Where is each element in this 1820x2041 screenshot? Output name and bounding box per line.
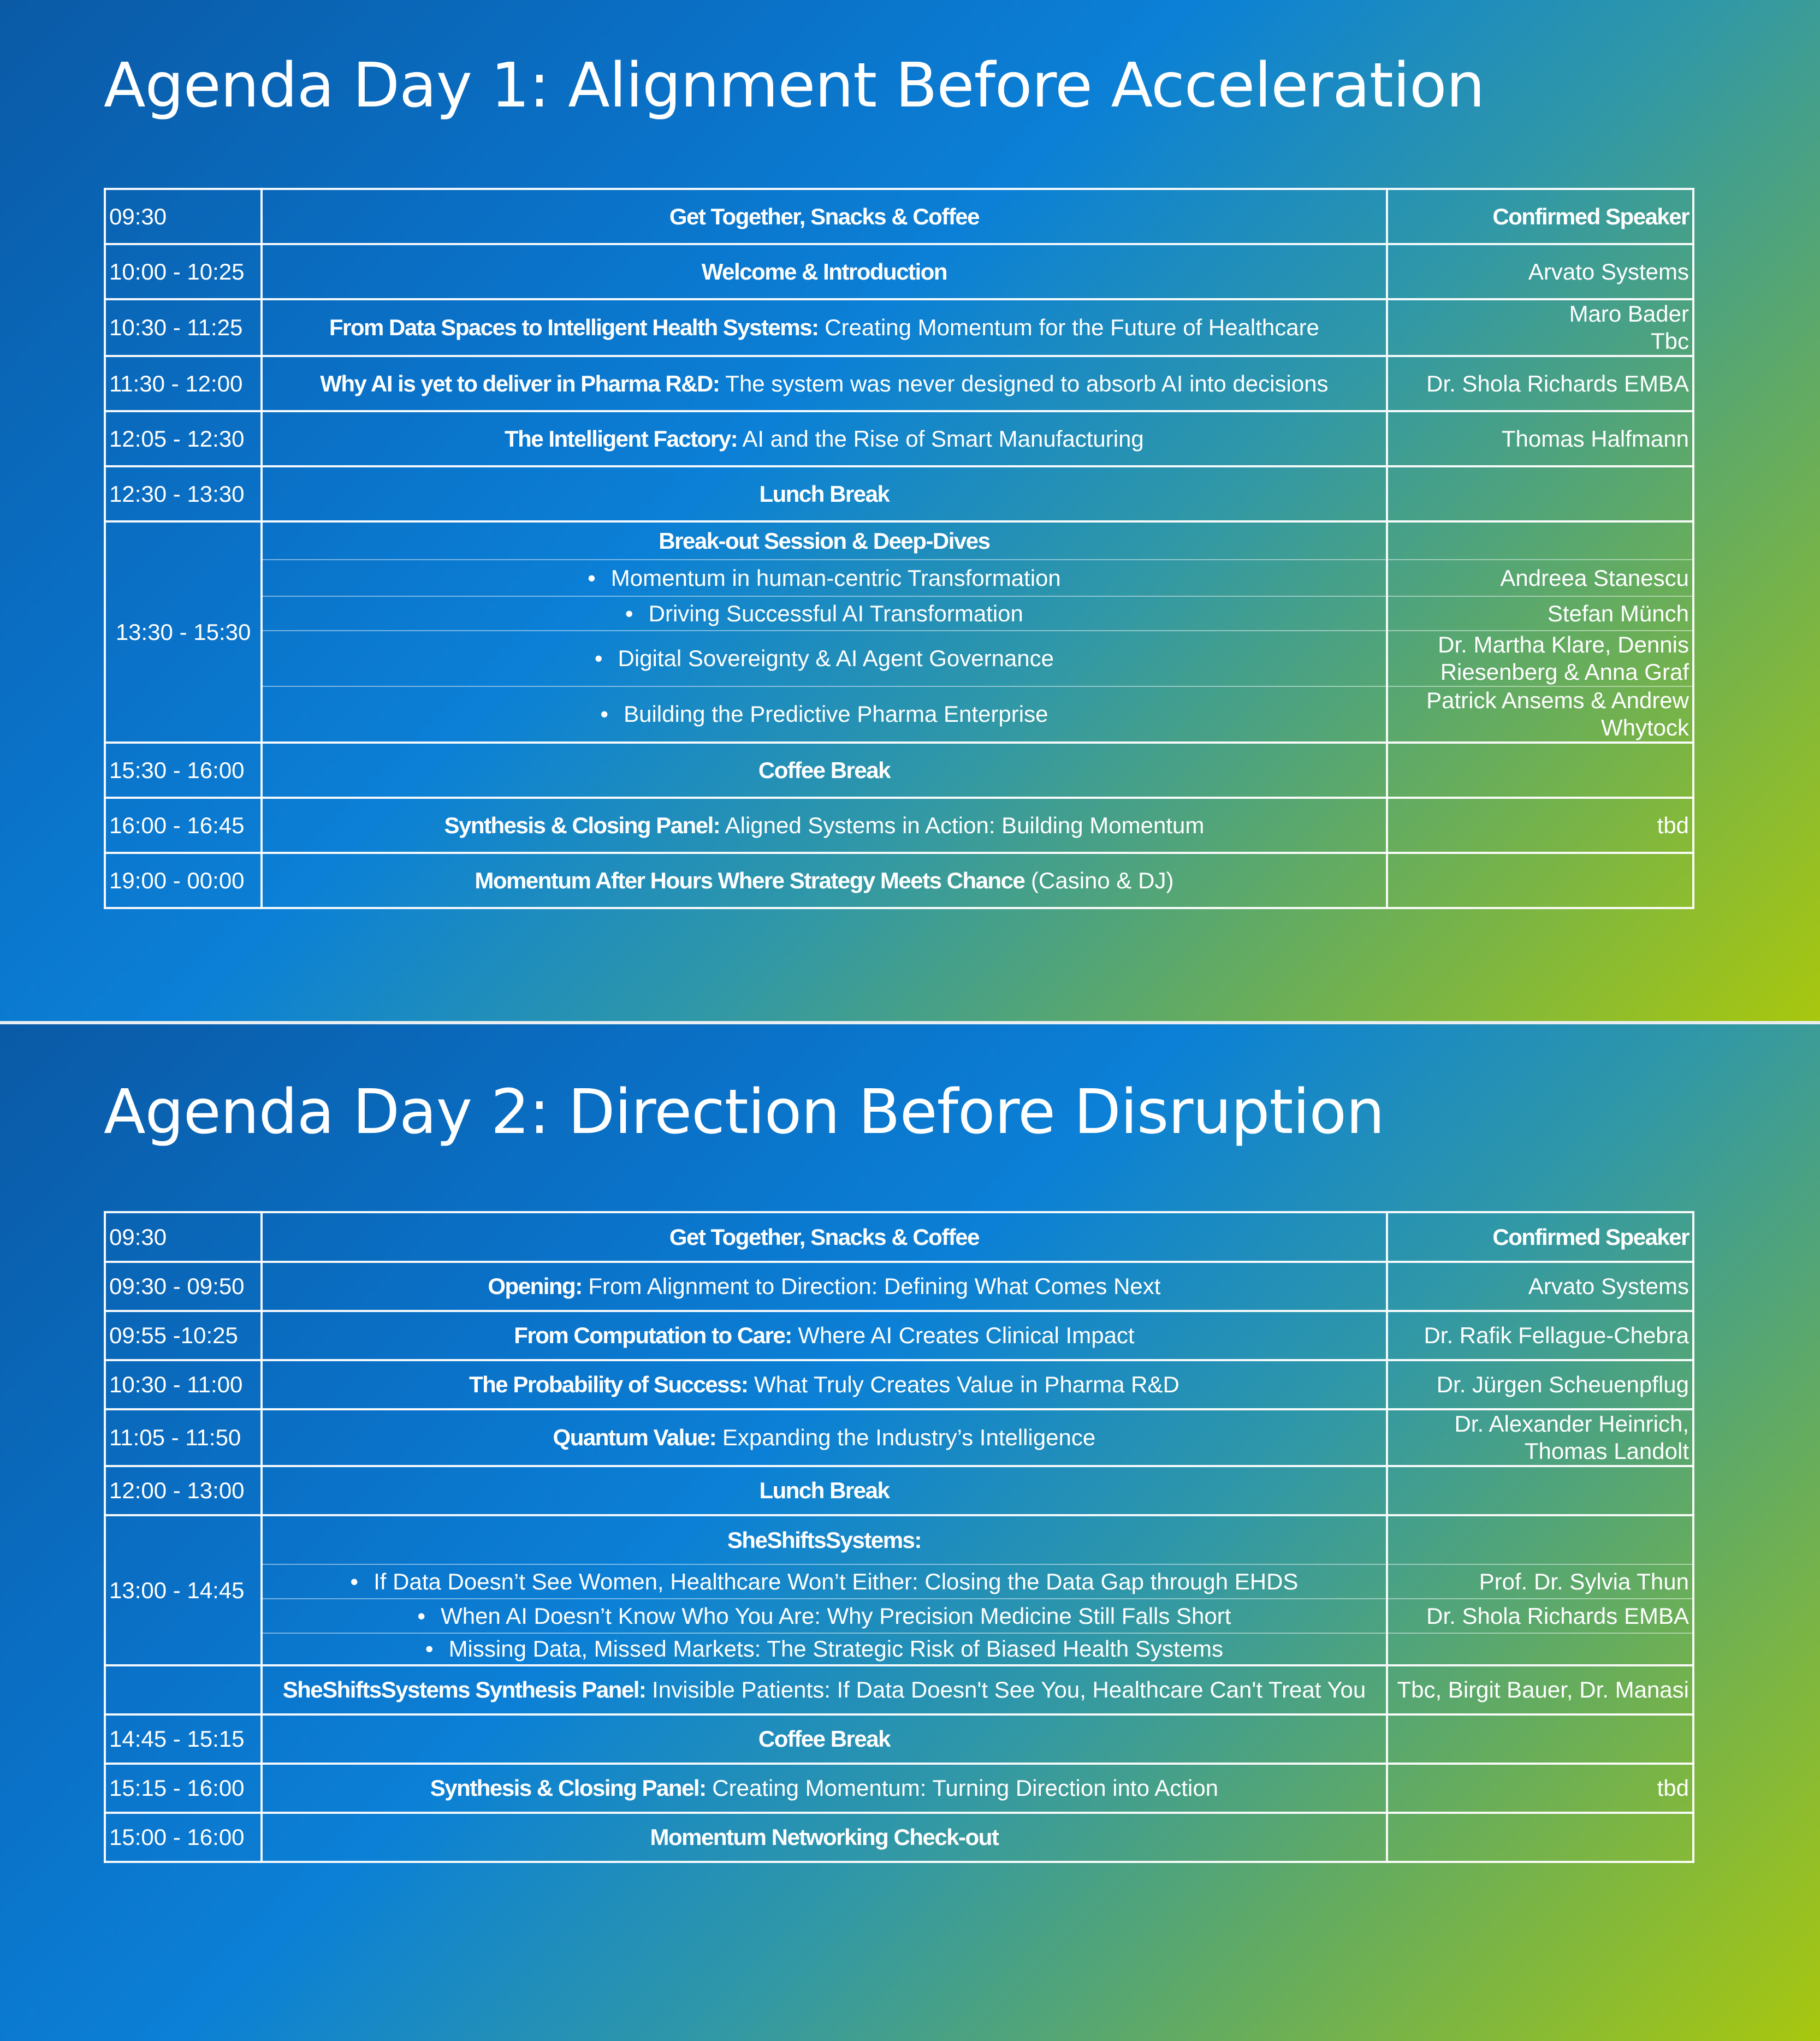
session-title <box>262 1311 1386 1360</box>
speaker-cell <box>1387 631 1693 686</box>
speaker-header: Confirmed Speaker <box>1387 189 1693 244</box>
speaker-cell <box>1387 1633 1693 1665</box>
time-cell: 19:00 - 00:00 <box>105 853 262 908</box>
breakout-item <box>262 560 1386 596</box>
session-title-rest: Expanding the Industry’s Intelligence <box>716 1425 1096 1450</box>
time-cell: 15:15 - 16:00 <box>105 1764 262 1813</box>
session-title <box>262 244 1386 299</box>
breakout-item <box>262 631 1386 686</box>
breakout-item-title: • Momentum in human-centric Transformation <box>588 565 1061 591</box>
time-cell: 11:05 - 11:50 <box>105 1409 262 1466</box>
table-row <box>105 1262 1693 1311</box>
breakout-heading: Break-out Session & Deep-Dives <box>262 521 1386 560</box>
time-cell: 09:55 -10:25 <box>105 1311 262 1360</box>
session-title: Coffee Break <box>262 1714 1386 1764</box>
speaker-line: Patrick Ansems & Andrew <box>1426 687 1689 713</box>
table-row <box>105 466 1693 521</box>
speaker-line: Thomas Landolt <box>1524 1438 1689 1464</box>
speaker-cell <box>1387 299 1693 356</box>
table-row <box>105 743 1693 798</box>
table-row <box>105 1714 1693 1764</box>
session-title-rest: Aligned Systems in Action: Building Momentum <box>720 812 1205 838</box>
time-cell <box>105 1665 262 1714</box>
sheshifts-item-title: • If Data Doesn’t See Women, Healthcare Won’t Either: Closing the Data Gap through EHDS <box>350 1569 1298 1594</box>
speaker-cell: Andreea Stanescu <box>1387 560 1693 596</box>
table-row <box>105 299 1693 356</box>
speaker-header: Confirmed Speaker <box>1387 1212 1693 1262</box>
time-cell: 16:00 - 16:45 <box>105 798 262 853</box>
speaker-cell <box>1387 1409 1693 1466</box>
table-row <box>105 244 1693 299</box>
speaker-line: Maro Bader <box>1569 301 1689 327</box>
session-title-bold: Why AI is yet to deliver in Pharma R&D: <box>320 370 720 396</box>
session-title: Momentum Networking Check-out <box>262 1813 1386 1862</box>
breakout-item-title: • Driving Successful AI Transformation <box>625 601 1023 626</box>
speaker-cell: Prof. Dr. Sylvia Thun <box>1387 1564 1693 1599</box>
session-title <box>262 1764 1386 1813</box>
table-row <box>105 631 1693 686</box>
time-cell: 13:30 - 15:30 <box>105 521 262 743</box>
time-cell: 14:45 - 15:15 <box>105 1714 262 1764</box>
speaker-cell: Dr. Shola Richards EMBA <box>1387 1599 1693 1633</box>
table-row <box>105 1466 1693 1515</box>
session-title: Coffee Break <box>262 743 1386 798</box>
table-row <box>105 1665 1693 1714</box>
time-cell: 11:30 - 12:00 <box>105 356 262 411</box>
session-title <box>262 356 1386 411</box>
session-title <box>262 1409 1386 1466</box>
time-cell: 15:00 - 16:00 <box>105 1813 262 1862</box>
day1-title: Agenda Day 1: Alignment Before Acceleration <box>104 50 1485 121</box>
speaker-cell: Dr. Rafik Fellague-Chebra <box>1387 1311 1693 1360</box>
table-row <box>105 1813 1693 1862</box>
session-title <box>262 853 1386 908</box>
speaker-line: Whytock <box>1600 715 1689 740</box>
session-title-rest: (Casino & DJ) <box>1024 867 1174 893</box>
speaker-cell: Dr. Shola Richards EMBA <box>1387 356 1693 411</box>
speaker-cell: Tbc, Birgit Bauer, Dr. Manasi <box>1387 1665 1693 1714</box>
sheshifts-item-title: • Missing Data, Missed Markets: The Strategic Risk of Biased Health Systems <box>425 1636 1223 1662</box>
table-row <box>105 798 1693 853</box>
time-cell: 10:30 - 11:25 <box>105 299 262 356</box>
speaker-line: Dr. Martha Klare, Dennis <box>1438 632 1689 657</box>
speaker-cell <box>1387 743 1693 798</box>
session-title-bold: From Computation to Care: <box>514 1322 792 1348</box>
speaker-cell <box>1387 1515 1693 1564</box>
time-cell: 10:00 - 10:25 <box>105 244 262 299</box>
session-title-rest: The system was never designed to absorb AI into decisions <box>719 370 1329 396</box>
session-title-rest: Where AI Creates Clinical Impact <box>791 1322 1135 1348</box>
speaker-cell: Dr. Jürgen Scheuenpflug <box>1387 1360 1693 1409</box>
speaker-line: Riesenberg & Anna Graf <box>1440 659 1689 685</box>
table-row <box>105 1564 1693 1599</box>
breakout-item-title: • Digital Sovereignty & AI Agent Governance <box>595 645 1054 671</box>
speaker-cell: Arvato Systems <box>1387 1262 1693 1311</box>
speaker-cell <box>1387 521 1693 560</box>
speaker-cell <box>1387 466 1693 521</box>
sheshifts-item <box>262 1633 1386 1665</box>
table-row <box>105 356 1693 411</box>
time-cell: 12:00 - 13:00 <box>105 1466 262 1515</box>
table-row <box>105 1599 1693 1633</box>
time-cell: 12:30 - 13:30 <box>105 466 262 521</box>
speaker-cell <box>1387 1466 1693 1515</box>
session-title-bold: The Probability of Success: <box>469 1372 748 1397</box>
session-title-bold: Synthesis & Closing Panel: <box>444 812 720 838</box>
session-title-rest: AI and the Rise of Smart Manufacturing <box>737 425 1144 452</box>
session-title-bold: Opening: <box>488 1273 582 1299</box>
session-title-rest: What Truly Creates Value in Pharma R&D <box>748 1372 1179 1397</box>
session-title-rest: From Alignment to Direction: Defining What Comes Next <box>582 1273 1161 1299</box>
session-title-bold: Momentum After Hours Where Strategy Meets Chance <box>475 867 1025 893</box>
session-title-rest: Creating Momentum for the Future of Healthcare <box>818 315 1319 340</box>
session-title <box>262 1360 1386 1409</box>
table-row <box>105 1360 1693 1409</box>
time-cell: 09:30 <box>105 1212 262 1262</box>
speaker-cell <box>1387 686 1693 743</box>
table-row <box>105 1311 1693 1360</box>
session-title-rest: Creating Momentum: Turning Direction into Action <box>706 1775 1219 1801</box>
speaker-cell <box>1387 1714 1693 1764</box>
speaker-line: Tbc <box>1650 328 1689 354</box>
day2-title: Agenda Day 2: Direction Before Disruption <box>104 1077 1385 1148</box>
table-row <box>105 189 1693 244</box>
session-title <box>262 299 1386 356</box>
table-row <box>105 1409 1693 1466</box>
speaker-cell: tbd <box>1387 1764 1693 1813</box>
time-cell: 09:30 <box>105 189 262 244</box>
breakout-item-title: • Building the Predictive Pharma Enterprise <box>600 701 1048 727</box>
sheshifts-item-title: • When AI Doesn’t Know Who You Are: Why Precision Medicine Still Falls Short <box>417 1603 1231 1629</box>
speaker-cell: Arvato Systems <box>1387 244 1693 299</box>
table-row <box>105 521 1693 560</box>
session-title <box>262 798 1386 853</box>
speaker-cell: Thomas Halfmann <box>1387 411 1693 466</box>
session-title-bold: SheShiftsSystems Synthesis Panel: <box>282 1677 646 1702</box>
day1-agenda-table <box>104 188 1694 909</box>
time-cell: 10:30 - 11:00 <box>105 1360 262 1409</box>
table-row <box>105 1212 1693 1262</box>
table-row <box>105 853 1693 908</box>
sheshifts-item <box>262 1599 1386 1633</box>
time-cell: 13:00 - 14:45 <box>105 1515 262 1665</box>
session-title <box>262 411 1386 466</box>
session-title-bold: From Data Spaces to Intelligent Health Systems: <box>329 315 819 340</box>
time-cell: 12:05 - 12:30 <box>105 411 262 466</box>
session-title-bold: Synthesis & Closing Panel: <box>430 1775 706 1801</box>
table-row <box>105 1633 1693 1665</box>
breakout-item <box>262 686 1386 743</box>
session-title: Lunch Break <box>262 1466 1386 1515</box>
session-title-rest: Invisible Patients: If Data Doesn't See You, Healthcare Can't Treat You <box>645 1677 1366 1702</box>
table-row <box>105 560 1693 596</box>
table-row <box>105 1515 1693 1564</box>
time-cell: 09:30 - 09:50 <box>105 1262 262 1311</box>
session-title-bold: Welcome & Introduction <box>701 258 947 284</box>
table-row <box>105 686 1693 743</box>
session-title: Get Together, Snacks & Coffee <box>262 189 1386 244</box>
table-row <box>105 411 1693 466</box>
sheshifts-item <box>262 1564 1386 1599</box>
speaker-cell <box>1387 1813 1693 1862</box>
speaker-line: Dr. Alexander Heinrich, <box>1454 1411 1689 1437</box>
table-row <box>105 596 1693 631</box>
day2-agenda-table <box>104 1211 1694 1863</box>
session-title: Lunch Break <box>262 466 1386 521</box>
speaker-cell <box>1387 853 1693 908</box>
session-title <box>262 1665 1386 1714</box>
session-title: Get Together, Snacks & Coffee <box>262 1212 1386 1262</box>
session-title <box>262 1262 1386 1311</box>
day2-panel <box>0 1024 1820 2041</box>
table-row <box>105 1764 1693 1813</box>
session-title-bold: Quantum Value: <box>553 1425 716 1450</box>
time-cell: 15:30 - 16:00 <box>105 743 262 798</box>
speaker-cell: Stefan Münch <box>1387 596 1693 631</box>
breakout-item <box>262 596 1386 631</box>
session-title-bold: The Intelligent Factory: <box>505 425 738 452</box>
speaker-cell: tbd <box>1387 798 1693 853</box>
sheshifts-heading: SheShiftsSystems: <box>262 1515 1386 1564</box>
